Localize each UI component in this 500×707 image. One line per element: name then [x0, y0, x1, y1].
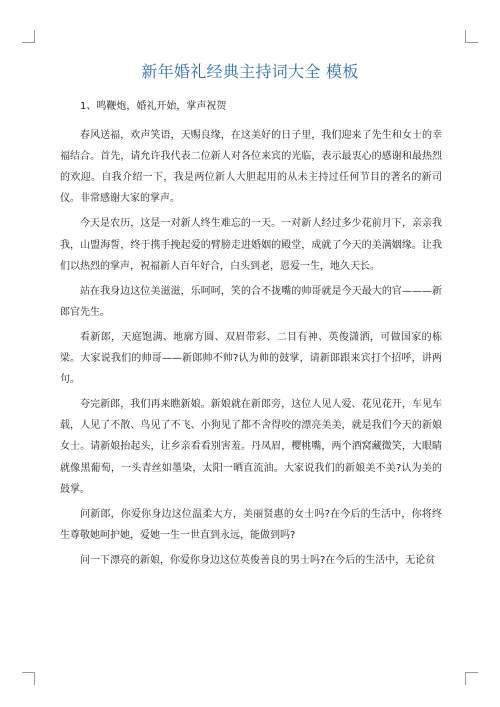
crop-mark-bottom-right — [465, 672, 478, 685]
paragraph: 今天是农历，这是一对新人终生难忘的一天。一对新人经过多少花前月下，亲亲我我，山盟海誓，终于携手挽起爱的臂膀走进婚姻的殿堂，成就了今天的美满姻缘。让我们以热烈的掌声，祝福新人百年好合，白头到老，恩爱一生，地久天长。 — [60, 218, 442, 272]
paragraph: 看新郎，天庭饱满、地廓方圆、双眉带彩、二目有神、英俊潇洒，可做国家的栋梁。大家说我们的帅哥——新郎帅不帅?认为帅的鼓掌，请新郎跟来宾打个招呼，讲两句。 — [60, 331, 442, 386]
paragraph: 站在我身边这位美滋滋，乐呵呵，笑的合不拢嘴的帅哥就是今天最大的官———新郎官先生。 — [60, 285, 442, 318]
paragraph: 夸完新郎，我们再来瞧新娘。新娘就在新郎旁，这位人见人爱、花见花开，车见车载，人见了不散、鸟见了不飞、小狗见了都不舍得咬的漂亮美美，就是我们今天的新娘女士。请新娘抬起头，让乡亲看看别害羞。丹凤眉，樱桃嘴，两个酒窝藏微笑，大眼睛就像黑葡萄，一头青丝如墨染，太阳一晒直流油。大家说我们的新娘美不美?认为美的鼓掌。 — [60, 399, 442, 495]
crop-mark-top-left — [22, 30, 35, 43]
section-heading: 1、鸣鞭炮，婚礼开始，掌声祝贺 — [80, 101, 227, 112]
paragraph: 春风送福，欢声笑语，天赐良缘，在这美好的日子里，我们迎来了先生和女士的幸福结合。首先，请允许我代表二位新人对各位来宾的光临，表示最衷心的感谢和最热烈的欢迎。自我介绍一下，我是两位新人大胆起用的从未主持过任何节目的著名的新司仪。非常感谢大家的掌声。 — [60, 130, 442, 205]
document-title: 新年婚礼经典主持词大全 模板 — [141, 62, 359, 81]
paragraph: 问一下漂亮的新娘，你爱你身边这位英俊善良的男士吗?在今后的生活中，无论贫 — [80, 554, 436, 566]
crop-mark-top-right — [465, 30, 478, 43]
document-body — [60, 96, 442, 575]
crop-mark-bottom-left — [22, 672, 35, 685]
paragraph: 问新郎，你爱你身边这位温柔大方，美丽贤惠的女士吗?在今后的生活中，你将终生尊敬她呵护她，爱她一生一世直到永远，能做到吗? — [60, 508, 442, 541]
